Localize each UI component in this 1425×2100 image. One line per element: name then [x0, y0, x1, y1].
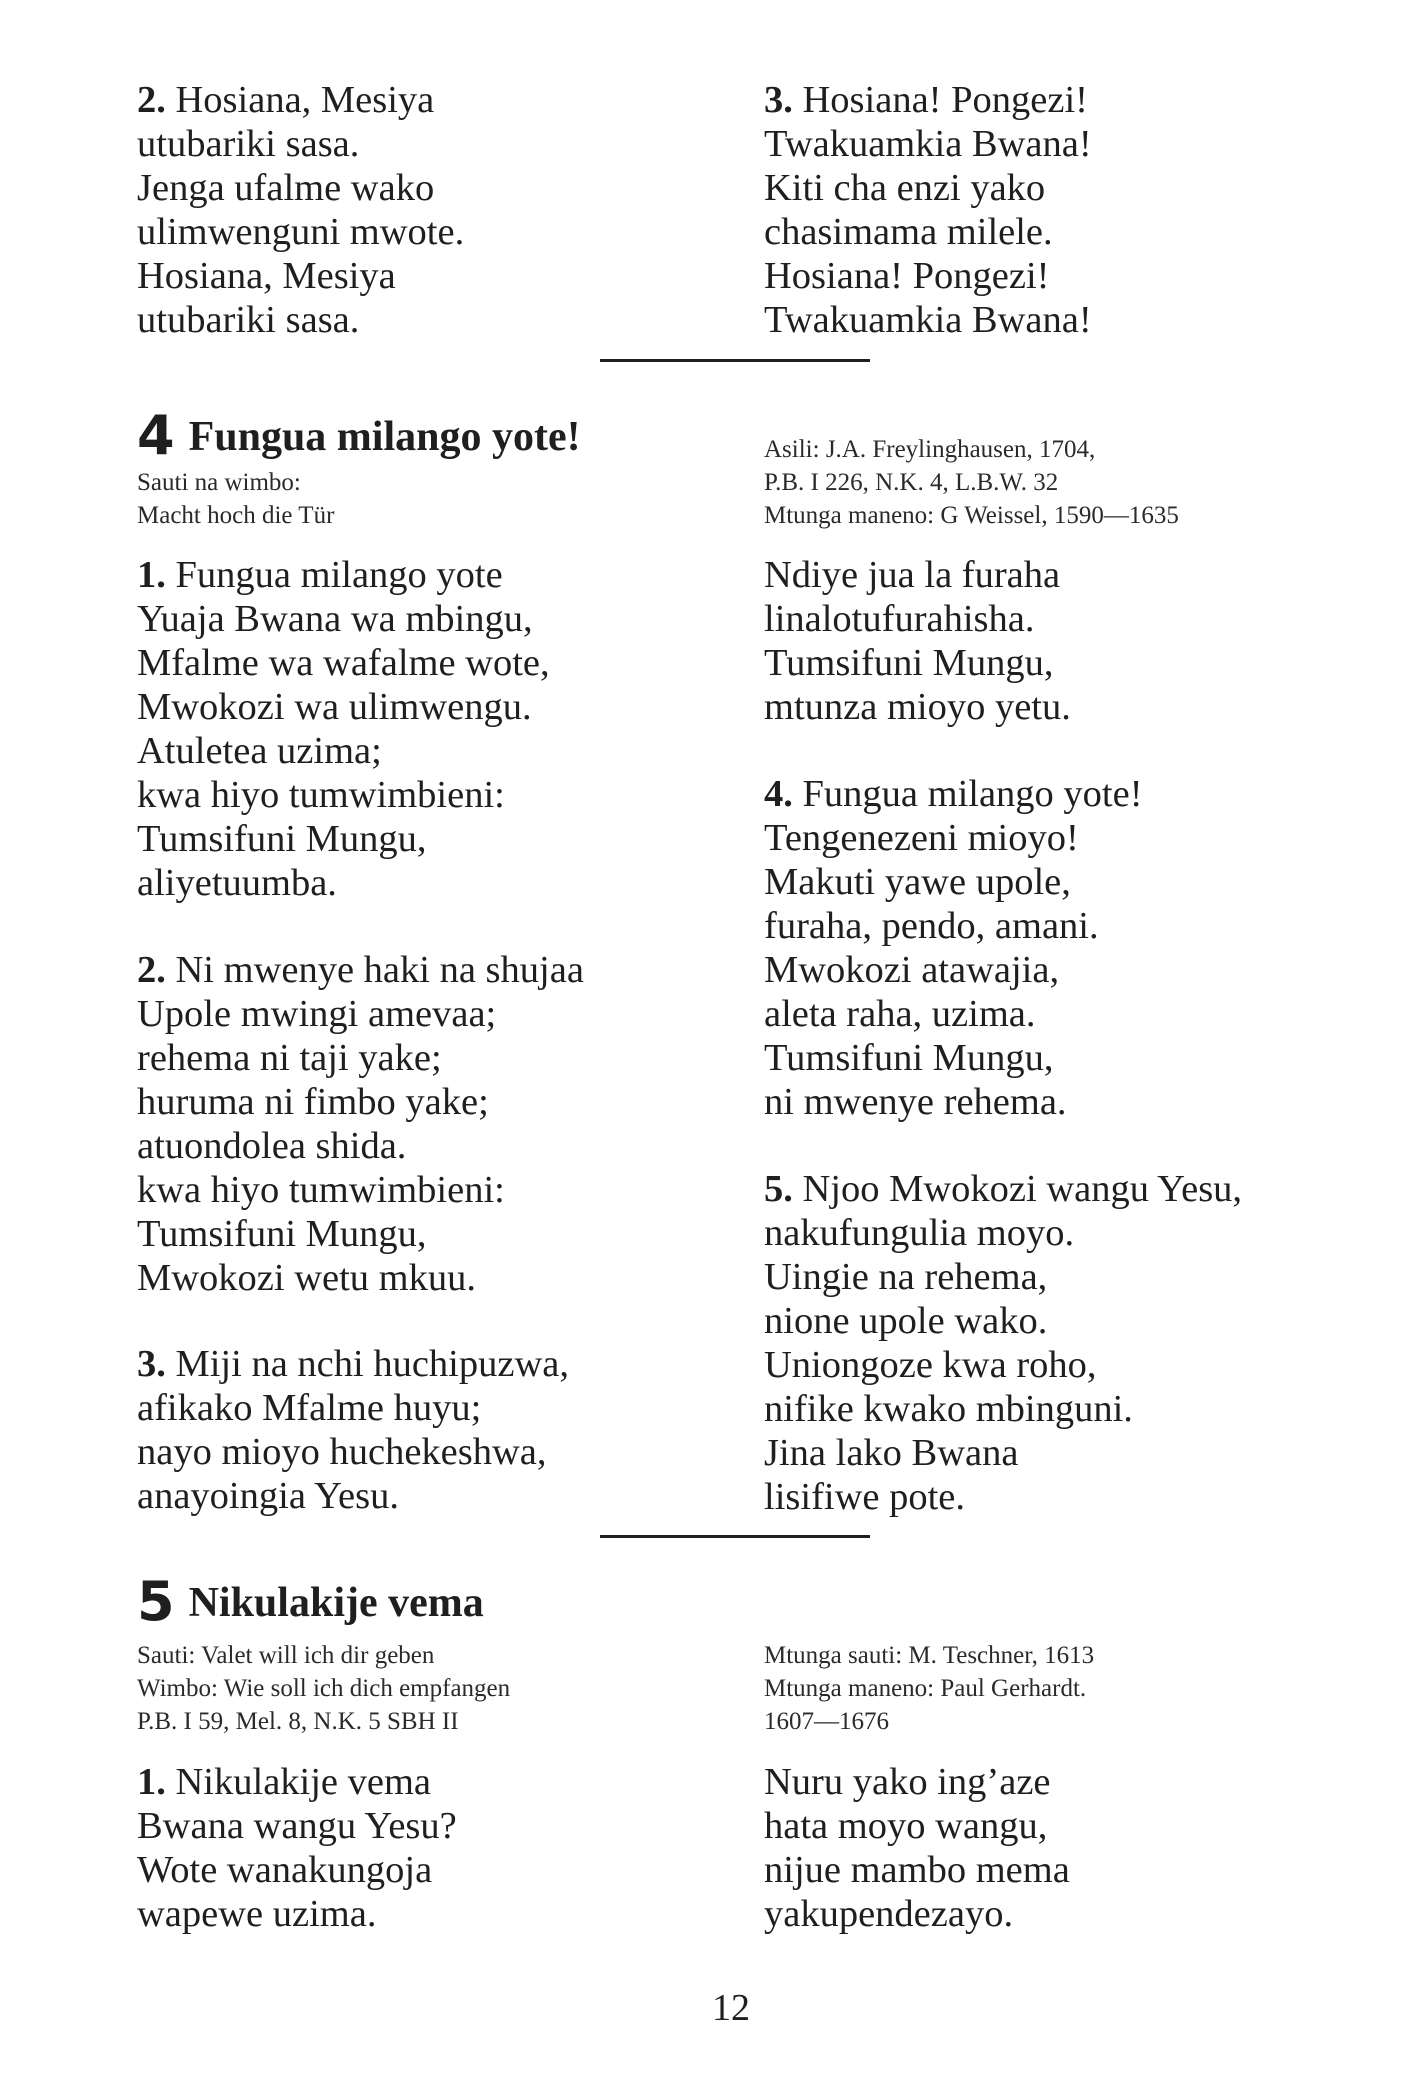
section-divider [600, 359, 870, 362]
verse-line: Nuru yako ing’aze [764, 1761, 1051, 1803]
verse-line: Twakuamkia Bwana! [764, 299, 1092, 341]
hymn-5-info-left [137, 1639, 510, 1738]
verse-line: atuondolea shida. [137, 1125, 407, 1167]
verse-line: yakupendezayo. [764, 1893, 1014, 1935]
hymn-info-line: Macht hoch die Tür [137, 502, 335, 529]
verse-line: chasimama milele. [764, 211, 1053, 253]
hymn-info-line: Mtunga maneno: G Weissel, 1590—1635 [764, 502, 1179, 529]
verse-line: Uniongoze kwa roho, [764, 1344, 1097, 1386]
hymn-number: 5 [137, 1570, 175, 1633]
verse-line: Kiti cha enzi yako [764, 167, 1046, 209]
verse-line: Tumsifuni Mungu, [764, 1037, 1054, 1079]
verse-line: ni mwenye rehema. [764, 1081, 1067, 1123]
verse-line: Njoo Mwokozi wangu Yesu, [802, 1168, 1243, 1210]
verse-line: Mfalme wa wafalme wote, [137, 642, 550, 684]
verse-line: Atuletea uzima; [137, 730, 382, 772]
verse-line: Mwokozi atawajia, [764, 949, 1060, 991]
verse-line: Uingie na rehema, [764, 1256, 1048, 1298]
verse-line: nifike kwako mbinguni. [764, 1388, 1133, 1430]
verse-number: 4. [764, 773, 793, 815]
verse-line: utubariki sasa. [137, 299, 360, 341]
verse-line: linalotufurahisha. [764, 598, 1035, 640]
hymn-4-info-right [764, 433, 1179, 532]
verse-line: Upole mwingi amevaa; [137, 993, 497, 1035]
hymn-4-verse-1 [137, 553, 550, 905]
verse-number: 2. [137, 79, 166, 121]
top-verse-left [137, 78, 464, 342]
verse-line: Mwokozi wetu mkuu. [137, 1257, 476, 1299]
verse-line: nakufungulia moyo. [764, 1212, 1075, 1254]
hymn-4-verse-3 [137, 1342, 569, 1518]
hymn-4-verse-4 [764, 772, 1143, 1124]
hymn-5-verse-1 [137, 1760, 457, 1936]
verse-line: Tumsifuni Mungu, [137, 818, 427, 860]
hymn-info-line: P.B. I 59, Mel. 8, N.K. 5 SBH II [137, 1708, 459, 1735]
verse-line: anayoingia Yesu. [137, 1475, 399, 1517]
verse-line: Yuaja Bwana wa mbingu, [137, 598, 533, 640]
verse-line: Nikulakije vema [175, 1761, 432, 1803]
verse-line: rehema ni taji yake; [137, 1037, 442, 1079]
verse-line: Twakuamkia Bwana! [764, 123, 1092, 165]
hymn-4-title [137, 404, 581, 467]
verse-line: wapewe uzima. [137, 1893, 377, 1935]
hymn-info-line: 1607—1676 [764, 1708, 889, 1735]
verse-line: Makuti yawe upole, [764, 861, 1071, 903]
verse-line: Hosiana, Mesiya [175, 79, 435, 121]
hymn-5-info-right [764, 1639, 1094, 1738]
verse-line: Wote wanakungoja [137, 1849, 433, 1891]
verse-line: Ndiye jua la furaha [764, 554, 1061, 596]
section-divider [600, 1535, 870, 1538]
hymn-info-line: Mtunga maneno: Paul Gerhardt. [764, 1675, 1087, 1702]
verse-number: 3. [764, 79, 793, 121]
hymn-info-line: Wimbo: Wie soll ich dich empfangen [137, 1675, 511, 1702]
verse-line: aleta raha, uzima. [764, 993, 1036, 1035]
verse-line: ulimwenguni mwote. [137, 211, 465, 253]
verse-number: 3. [137, 1343, 166, 1385]
verse-line: Tumsifuni Mungu, [764, 642, 1054, 684]
verse-line: aliyetuumba. [137, 862, 337, 904]
verse-line: furaha, pendo, amani. [764, 905, 1099, 947]
top-verse-right [764, 78, 1092, 342]
hymn-info-line: Sauti na wimbo: [137, 469, 301, 496]
verse-line: Tengenezeni mioyo! [764, 817, 1079, 859]
verse-line: Ni mwenye haki na shujaa [175, 949, 584, 991]
verse-line: hata moyo wangu, [764, 1805, 1048, 1847]
hymn-info-line: Mtunga sauti: M. Teschner, 1613 [764, 1642, 1095, 1669]
verse-line: nione upole wako. [764, 1300, 1048, 1342]
verse-number: 1. [137, 1761, 166, 1803]
hymn-info-line: P.B. I 226, N.K. 4, L.B.W. 32 [764, 469, 1059, 496]
hymn-5-verse-1-continued [764, 1760, 1070, 1936]
hymn-4-info-left [137, 466, 334, 532]
verse-line: mtunza mioyo yetu. [764, 686, 1071, 728]
hymn-title-text: Nikulakije vema [188, 1580, 484, 1626]
hymn-number: 4 [137, 404, 175, 467]
verse-line: Jenga ufalme wako [137, 167, 435, 209]
verse-number: 5. [764, 1168, 793, 1210]
verse-line: nayo mioyo huchekeshwa, [137, 1431, 547, 1473]
verse-line: Hosiana! Pongezi! [802, 79, 1088, 121]
verse-line: nijue mambo mema [764, 1849, 1070, 1891]
verse-number: 2. [137, 949, 166, 991]
hymn-4-verse-3-continued [764, 553, 1071, 729]
verse-line: Fungua milango yote! [802, 773, 1143, 815]
verse-line: lisifiwe pote. [764, 1476, 966, 1518]
verse-line: Hosiana! Pongezi! [764, 255, 1050, 297]
verse-line: afikako Mfalme huyu; [137, 1387, 482, 1429]
hymn-4-verse-2 [137, 948, 584, 1300]
hymn-5-title [137, 1570, 484, 1633]
verse-line: Mwokozi wa ulimwengu. [137, 686, 532, 728]
verse-line: utubariki sasa. [137, 123, 360, 165]
verse-line: huruma ni fimbo yake; [137, 1081, 489, 1123]
hymn-title-text: Fungua milango yote! [188, 414, 581, 460]
verse-line: Bwana wangu Yesu? [137, 1805, 457, 1847]
verse-line: Tumsifuni Mungu, [137, 1213, 427, 1255]
verse-line: Fungua milango yote [175, 554, 503, 596]
verse-line: kwa hiyo tumwimbieni: [137, 1169, 505, 1211]
hymn-info-line: Asili: J.A. Freylinghausen, 1704, [764, 436, 1096, 463]
verse-line: Miji na nchi huchipuzwa, [175, 1343, 569, 1385]
verse-line: Jina lako Bwana [764, 1432, 1019, 1474]
hymn-4-verse-5 [764, 1167, 1242, 1519]
verse-line: Hosiana, Mesiya [137, 255, 396, 297]
hymn-info-line: Sauti: Valet will ich dir geben [137, 1642, 435, 1669]
verse-number: 1. [137, 554, 166, 596]
verse-line: kwa hiyo tumwimbieni: [137, 774, 505, 816]
page-number: 12 [712, 1987, 750, 2029]
